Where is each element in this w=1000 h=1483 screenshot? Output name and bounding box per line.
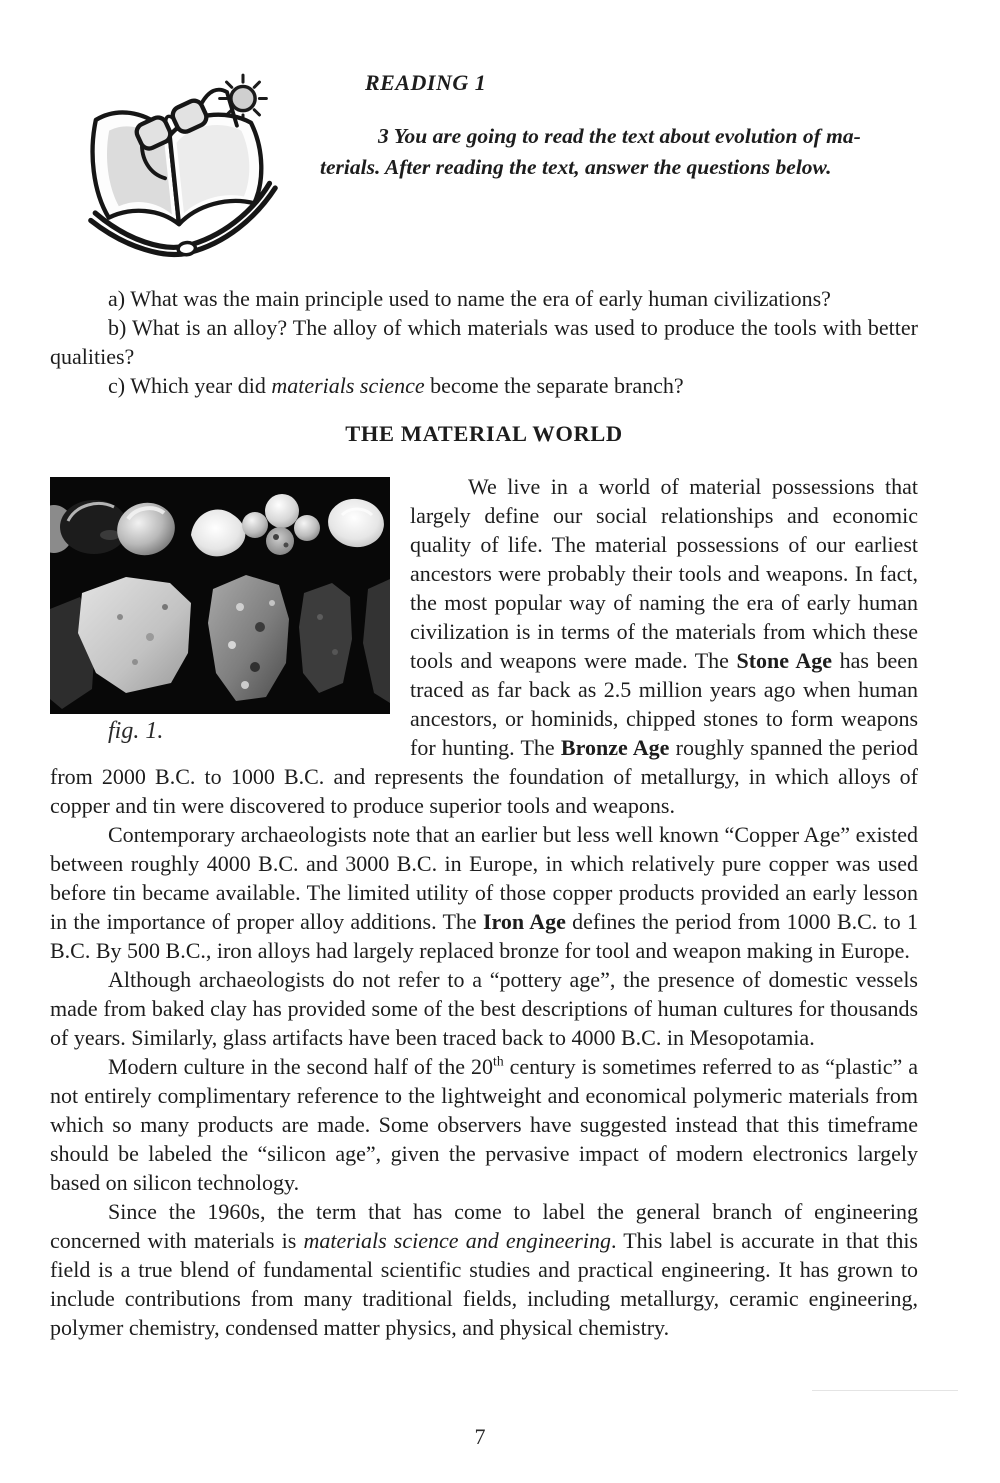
- text-run: century is sometimes referred to as “plastic” a not entirely complimentary reference to the lightweight and economical polymeric materials from which so many products are made. Some observers have suggested instead that this timeframe should be labeled the “silicon age”, given the pervasive impact of modern electronics largely based on silicon technology.: [50, 1054, 918, 1195]
- text-run: th: [493, 1053, 504, 1069]
- article-body: [50, 472, 918, 1342]
- book-glasses-sun-illustration: [50, 70, 308, 262]
- article-paragraph: [50, 820, 918, 965]
- article-paragraph: [50, 965, 918, 1052]
- bold-text: Bronze Age: [560, 735, 670, 760]
- stones-photo: [50, 477, 390, 714]
- instruction-line: terials. After reading the text, answer the questions below.: [320, 155, 832, 179]
- article-paragraph: [50, 1052, 918, 1197]
- article-title: THE MATERIAL WORLD: [345, 421, 623, 446]
- footer-rule: [812, 1390, 958, 1391]
- figure-caption: fig. 1.: [108, 718, 164, 744]
- text-run: Modern culture in the second half of the 20: [108, 1054, 494, 1079]
- question-label: a): [108, 286, 131, 311]
- page-number: 7: [474, 1424, 486, 1449]
- instruction-line: 3 You are going to read the text about evolution of ma-: [378, 124, 861, 148]
- text-run: has been traced as far back as 2.5 million years ago when human ancestors, or hominids, chipped stones to form weapons for hunting. The: [410, 648, 918, 760]
- text-run: defines the period from 1000 B.C. to 1 B.C. By 500 B.C., iron alloys had largely replaced bronze for tool and weapon making in Europe.: [50, 909, 918, 963]
- italic-text: materials science: [271, 373, 425, 398]
- text-run: Contemporary archaeologists note that an earlier but less well known “Copper Age” existed between roughly 4000 B.C. and 3000 B.C. in Europe, in which relatively pure copper was used before tin became available. The limited utility of those copper products provided an early lesson in the importance of proper alloy additions. The: [50, 822, 918, 934]
- text-run: become the separate branch?: [424, 373, 684, 398]
- text-run: Which year did: [130, 373, 272, 398]
- question-item: [50, 284, 918, 313]
- question-item: [50, 313, 918, 371]
- bold-text: Iron Age: [482, 909, 566, 934]
- text-run: We live in a world of material possessions that largely define our social relationships and economic quality of life. The material possessions of our earliest ancestors were probably their tools and weapons. In fact, the most popular way of naming the era of early human civilization is in terms of the materials from which these tools and weapons were made. The: [410, 474, 918, 673]
- figure-1: [50, 477, 390, 745]
- text-run: roughly spanned the period from 2000 B.C. to 1000 B.C. and represents the foundation of metallurgy, in which alloys of copper and tin were discovered to produce superior tools and weapons.: [50, 735, 919, 818]
- text-run: Although archaeologists do not refer to a “pottery age”, the presence of domestic vessels made from baked clay has provided some of the best descriptions of human cultures for thousands of years. Similarly, glass artifacts have been traced back to 4000 B.C. in Mesopotamia.: [50, 967, 918, 1050]
- open-book-icon: [50, 70, 308, 262]
- text-run: . This label is accurate in that this field is a true blend of fundamental scientific studies and practical engineering. It has grown to include contributions from many traditional fields, including metallurgy, ceramic engineering, polymer chemistry, condensed matter physics, and physical chemistry.: [50, 1228, 918, 1340]
- question-item: [50, 371, 918, 400]
- question-label: c): [108, 373, 131, 398]
- task-instruction: [305, 121, 918, 183]
- section-heading: READING 1: [365, 70, 487, 95]
- questions-list: [50, 284, 918, 400]
- bold-text: Stone Age: [736, 648, 833, 673]
- header: [50, 70, 918, 262]
- text-run: Since the 1960s, the term that has come to label the general branch of engineering concerned with materials is: [50, 1199, 918, 1253]
- article-paragraph: [50, 1197, 918, 1342]
- text-run: What is an alloy? The alloy of which materials was used to produce the tools with better qualities?: [50, 315, 918, 369]
- italic-text: materials science and engineering: [303, 1228, 611, 1253]
- text-run: What was the main principle used to name the era of early human civilizations?: [130, 286, 831, 311]
- question-label: b): [108, 315, 133, 340]
